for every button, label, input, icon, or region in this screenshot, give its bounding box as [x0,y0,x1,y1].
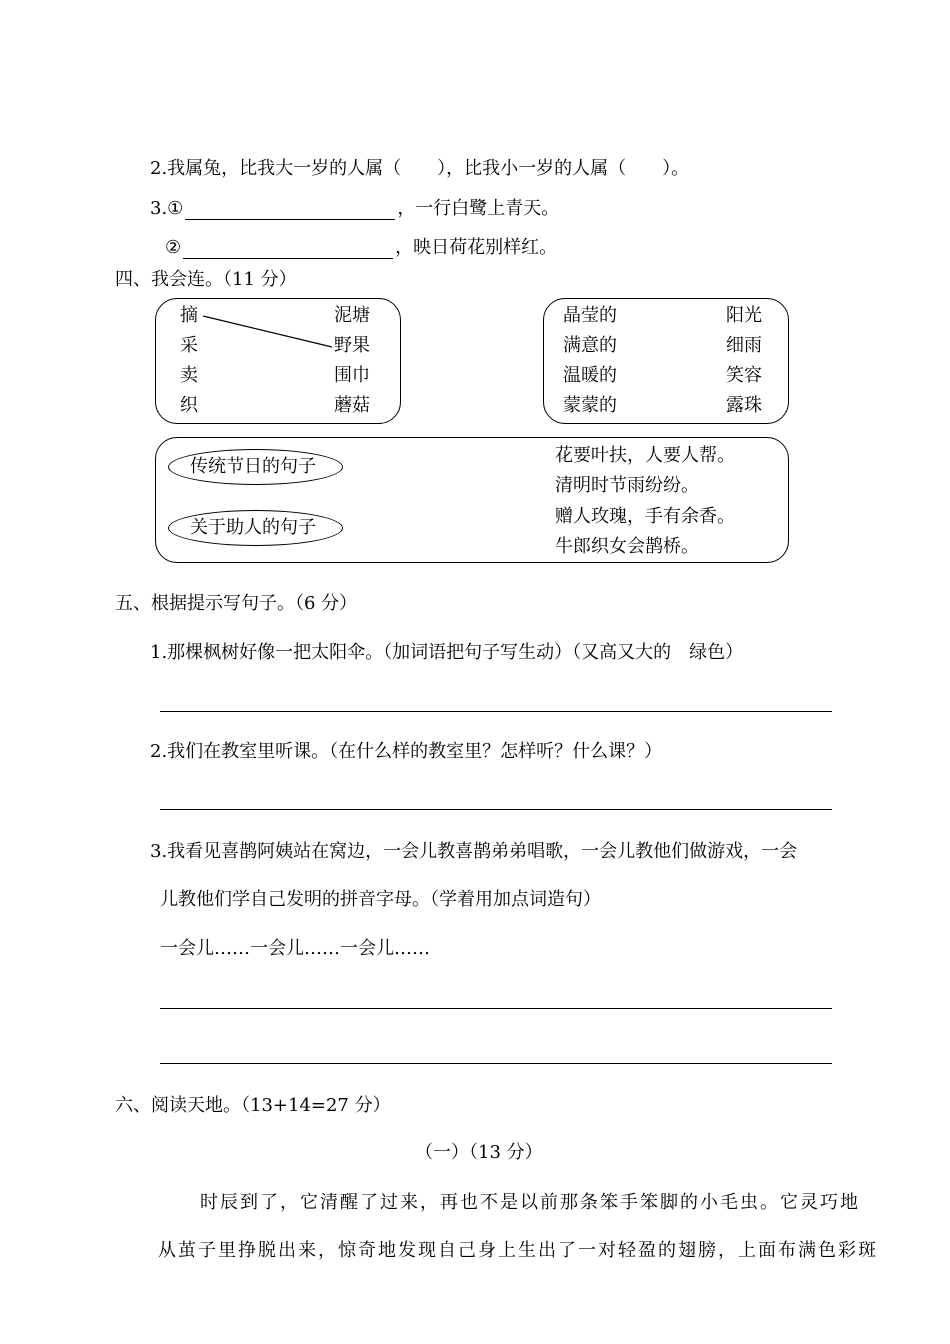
section-6-heading: 六、阅读天地。（13+14=27 分） [115,1095,391,1116]
question-5-2: 2.我们在教室里听课。（在什么样的教室里？怎样听？什么课？） [150,741,663,762]
answer-line[interactable] [160,809,832,810]
category-label: 传统节日的句子 [190,456,316,477]
box2-left-item[interactable]: 温暖的 [563,365,617,386]
sentence-item[interactable]: 赠人玫瑰，手有余香。 [555,506,735,527]
question-5-1: 1.那棵枫树好像一把太阳伞。（加词语把句子写生动）（又高又大的 绿色） [150,642,744,663]
q3-tail: ，一行白鹭上青天。 [397,198,560,219]
sample-match-line [203,316,332,347]
box1-left-item[interactable]: 采 [180,335,198,356]
question-5-3-line2: 儿教他们学自己发明的拼音字母。（学着用加点词造句） [160,889,601,910]
box2-left-item[interactable]: 满意的 [563,335,617,356]
q3b-prefix: ② [165,237,182,258]
box2-right-item[interactable]: 阳光 [726,305,762,326]
box1-right-item[interactable]: 围巾 [334,365,370,386]
section-5-heading: 五、根据提示写句子。（6 分） [115,593,358,614]
box2-right-item[interactable]: 露珠 [726,395,762,416]
sentence-item[interactable]: 牛郎织女会鹊桥。 [555,536,699,557]
box2-left-item[interactable]: 蒙蒙的 [563,395,617,416]
box1-left-item[interactable]: 摘 [180,305,198,326]
box1-right-item[interactable]: 野果 [334,335,370,356]
reading-paragraph-line: 从茧子里挣脱出来，惊奇地发现自己身上生出了一对轻盈的翅膀，上面布满色彩斑 [158,1240,878,1261]
box1-right-item[interactable]: 蘑菇 [334,395,370,416]
question-3-2: 2.我属兔，比我大一岁的人属（ ），比我小一岁的人属（ ）。 [150,158,690,179]
q3-prefix: 3.① [150,198,184,219]
answer-line[interactable] [160,711,832,712]
answer-line[interactable] [160,1063,832,1064]
sentence-item[interactable]: 花要叶扶，人要人帮。 [555,445,735,466]
box2-right-item[interactable]: 细雨 [726,335,762,356]
box1-left-item[interactable]: 织 [180,395,198,416]
q3b-tail: ，映日荷花别样红。 [395,237,558,258]
reading-sub-heading: （一）（13 分） [415,1142,543,1163]
sentence-item[interactable]: 清明时节雨纷纷。 [555,475,699,496]
section-4-heading: 四、我会连。（11 分） [115,269,297,290]
category-label: 关于助人的句子 [190,517,316,538]
box1-left-item[interactable]: 卖 [180,365,198,386]
answer-line[interactable] [160,1008,832,1009]
box2-right-item[interactable]: 笑容 [726,365,762,386]
box2-left-item[interactable]: 晶莹的 [563,305,617,326]
question-5-3-line1: 3.我看见喜鹊阿姨站在窝边，一会儿教喜鹊弟弟唱歌，一会儿教他们做游戏，一会 [150,841,798,862]
question-5-3-pattern: 一会儿……一会儿……一会儿…… [160,938,430,959]
reading-paragraph-line: 时辰到了，它清醒了过来，再也不是以前那条笨手笨脚的小毛虫。它灵巧地 [200,1192,860,1213]
box1-right-item[interactable]: 泥塘 [334,305,370,326]
